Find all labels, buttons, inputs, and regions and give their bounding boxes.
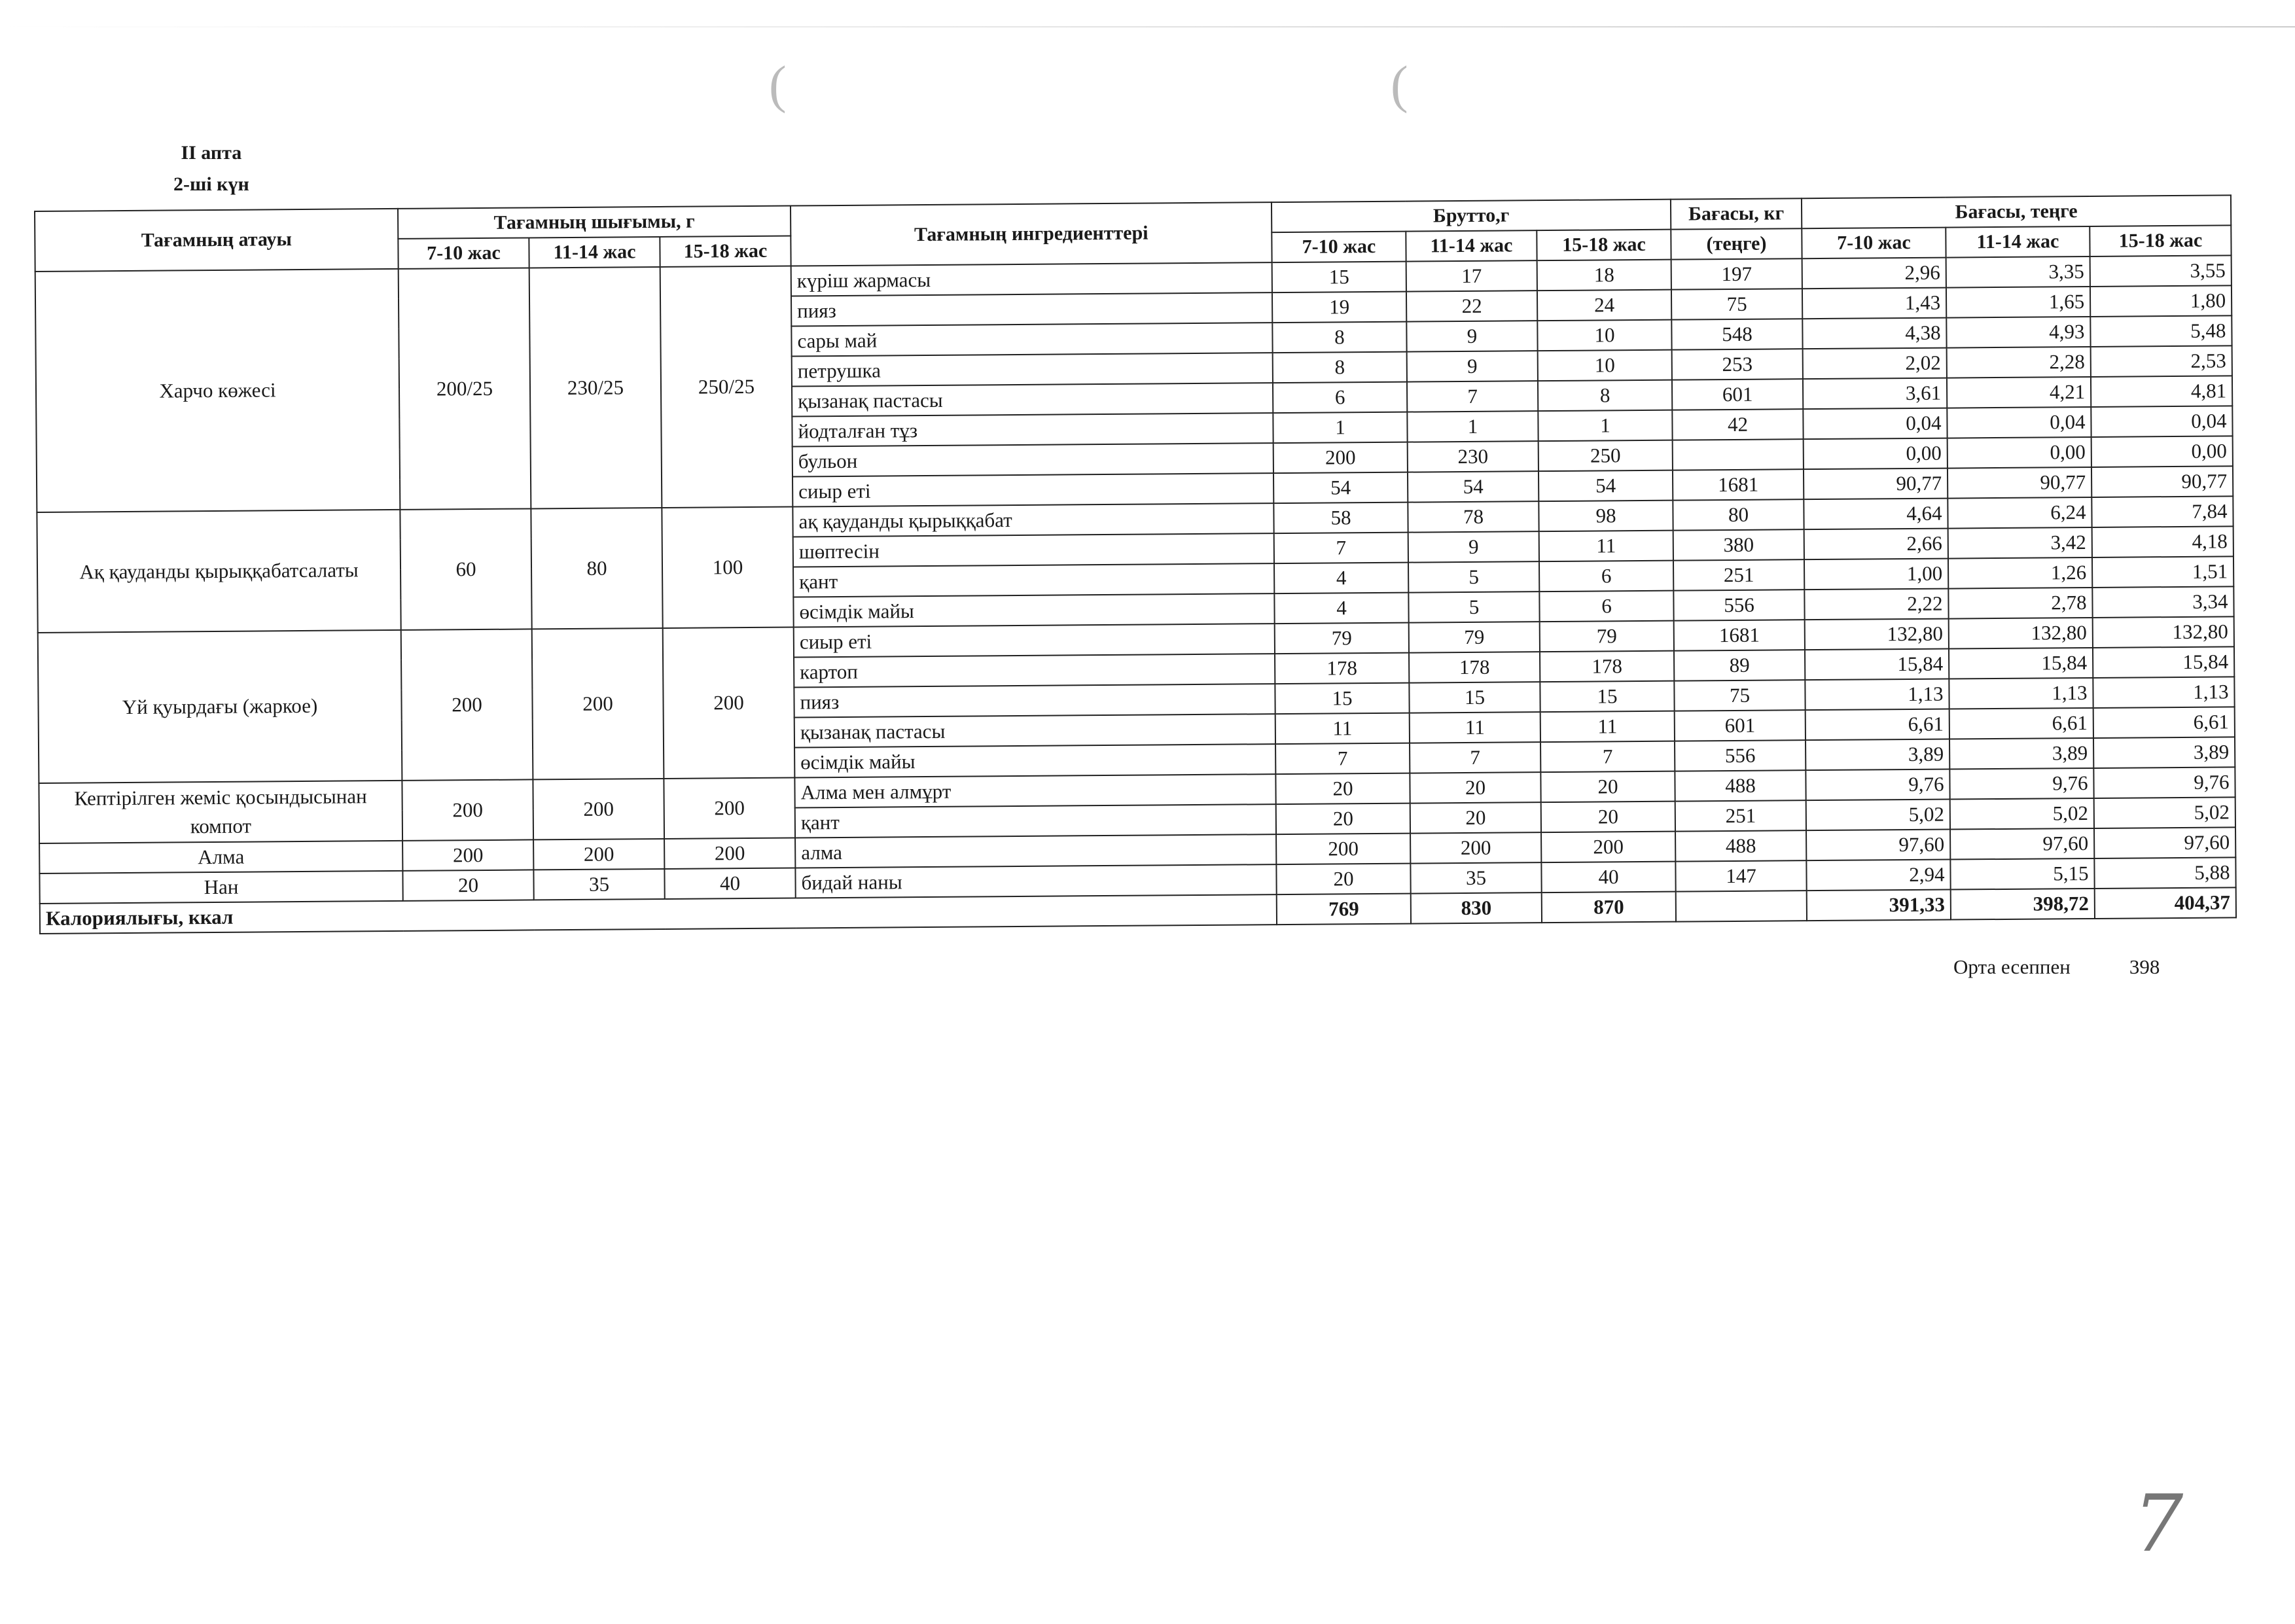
- ingredient-brutto: 7: [1275, 743, 1410, 775]
- ingredient-price-per-kg: 42: [1672, 409, 1803, 440]
- ingredient-price-per-kg: 556: [1675, 740, 1806, 771]
- week-label: II апта: [181, 142, 242, 164]
- ingredient-price: 2,02: [1803, 348, 1947, 380]
- output-age-7-10: 7-10 жас: [398, 238, 529, 268]
- ingredient-price: 3,89: [2093, 737, 2235, 768]
- ingredient-price-per-kg: 251: [1673, 559, 1804, 590]
- ingredient-price: 3,89: [1806, 739, 1949, 771]
- ingredient-price: 4,64: [1804, 499, 1948, 530]
- ingredient-name: өсімдік майы: [794, 744, 1275, 777]
- ingredient-brutto: 35: [1410, 862, 1541, 893]
- ingredient-price: 1,65: [1946, 287, 2090, 318]
- ingredient-brutto: 9: [1406, 321, 1537, 351]
- total-price: 404,37: [2095, 887, 2236, 919]
- punch-hole-mark-right: (: [1391, 56, 1408, 114]
- ingredient-brutto: 6: [1539, 561, 1673, 592]
- ingredient-name: сиыр еті: [792, 473, 1273, 506]
- ingredient-price-per-kg: 488: [1675, 830, 1806, 861]
- ingredient-price: 2,66: [1804, 529, 1948, 560]
- ingredient-price: 15,84: [1949, 648, 2093, 679]
- ingredient-brutto: 54: [1539, 470, 1673, 502]
- dish-output: 200: [663, 627, 795, 779]
- ingredient-price: 1,00: [1804, 559, 1948, 590]
- col-brutto: Брутто,г: [1272, 200, 1671, 232]
- dish-output: 200: [402, 839, 533, 870]
- ingredient-price-per-kg: 75: [1674, 680, 1805, 711]
- ingredient-brutto: 9: [1408, 531, 1539, 562]
- dish-output: 35: [533, 869, 664, 900]
- ingredient-price: 1,13: [1949, 678, 2093, 709]
- ingredient-price-per-kg: 197: [1671, 258, 1802, 289]
- price-age-11-14: 11-14 жас: [1946, 226, 2090, 258]
- ingredient-price-per-kg: 80: [1673, 499, 1804, 530]
- ingredient-brutto: 6: [1273, 382, 1407, 414]
- ingredient-price: 5,02: [1950, 798, 2094, 830]
- dish-name: Нан: [39, 871, 402, 904]
- ingredient-name: пияз: [794, 684, 1275, 717]
- ingredient-brutto: 11: [1539, 531, 1673, 562]
- ingredient-brutto: 17: [1406, 260, 1537, 291]
- ingredient-price: 5,02: [1806, 800, 1950, 831]
- ingredient-brutto: 79: [1540, 621, 1674, 652]
- ingredient-price-per-kg: 1681: [1674, 620, 1805, 650]
- ingredient-brutto: 24: [1537, 290, 1671, 321]
- dish-name: Үй қуырдағы (жаркое): [38, 630, 402, 783]
- ingredient-brutto: 40: [1541, 862, 1675, 893]
- ingredient-brutto: 15: [1275, 683, 1409, 715]
- average-label: Орта есеппен: [1953, 955, 2071, 978]
- ingredient-brutto: 178: [1275, 653, 1409, 684]
- average-value: 398: [2129, 955, 2160, 978]
- dish-output: 200: [533, 779, 664, 839]
- total-brutto: 769: [1277, 894, 1411, 925]
- ingredient-price: 9,76: [2093, 767, 2235, 798]
- ingredient-price: 5,48: [2090, 315, 2232, 347]
- ingredient-price: 2,28: [1947, 347, 2091, 378]
- ingredient-name: бульон: [792, 443, 1273, 476]
- col-ingredients: Тағамның ингредиенттері: [791, 202, 1272, 266]
- ingredient-price: 0,04: [1803, 408, 1947, 440]
- ingredient-price: 6,24: [1948, 497, 2091, 529]
- dish-output: 40: [664, 868, 795, 898]
- ingredient-price: 4,38: [1802, 318, 1946, 349]
- ingredient-price-per-kg: 75: [1671, 289, 1802, 319]
- ingredient-price: 132,80: [1949, 618, 2093, 649]
- ingredient-brutto: 7: [1540, 741, 1675, 773]
- ingredient-brutto: 178: [1409, 652, 1540, 682]
- output-age-11-14: 11-14 жас: [529, 237, 660, 268]
- day-label: 2-ші күн: [173, 173, 249, 195]
- ingredient-price: 3,34: [2092, 586, 2233, 618]
- ingredient-price-per-kg: [1673, 439, 1804, 470]
- ingredient-price-per-kg: 89: [1674, 650, 1805, 680]
- ingredient-price: 1,13: [2093, 677, 2234, 708]
- ingredient-price: 90,77: [1804, 468, 1948, 500]
- ingredient-brutto: 9: [1407, 351, 1538, 381]
- punch-hole-mark-left: (: [769, 56, 787, 114]
- ingredient-price-per-kg: 1681: [1673, 469, 1804, 500]
- ingredient-brutto: 230: [1408, 441, 1539, 472]
- ingredient-price: 9,76: [1949, 768, 2093, 800]
- ingredient-brutto: 98: [1539, 501, 1673, 532]
- price-age-15-18: 15-18 жас: [2090, 225, 2231, 256]
- dish-output: 100: [662, 507, 793, 628]
- ingredient-brutto: 20: [1541, 802, 1675, 833]
- ingredient-price: 5,02: [2094, 797, 2235, 828]
- ingredient-brutto: 6: [1539, 591, 1673, 622]
- ingredient-name: қант: [795, 804, 1276, 838]
- ingredient-price: 1,80: [2090, 285, 2232, 317]
- ingredient-brutto: 5: [1408, 591, 1539, 622]
- ingredient-brutto: 1: [1538, 410, 1672, 442]
- ingredient-price-per-kg: 251: [1675, 800, 1806, 831]
- ingredient-price-per-kg: 556: [1673, 590, 1804, 620]
- dish-output: 230/25: [529, 267, 662, 508]
- ingredient-price: 0,00: [1804, 438, 1948, 470]
- col-price-per-kg: Бағасы, кг: [1671, 198, 1802, 229]
- ingredient-name: сиыр еті: [794, 624, 1275, 657]
- ingredient-name: пияз: [791, 292, 1272, 326]
- handwritten-page-number: 7: [2133, 1479, 2184, 1570]
- ingredient-brutto: 20: [1410, 772, 1540, 803]
- col-dish-name: Тағамның атауы: [35, 209, 399, 272]
- ingredient-price: 1,51: [2092, 556, 2233, 588]
- ingredient-price: 2,22: [1804, 589, 1948, 620]
- dish-name: Ақ қауданды қырыққабатсалаты: [37, 510, 400, 633]
- ingredient-price: 97,60: [1950, 828, 2094, 860]
- ingredient-brutto: 10: [1538, 350, 1672, 381]
- ingredient-price: 0,04: [1947, 407, 2091, 438]
- dish-name: Алма: [39, 841, 402, 874]
- ingredient-price: 132,80: [2093, 616, 2234, 648]
- dish-output: 250/25: [660, 266, 793, 508]
- ingredient-brutto: 11: [1275, 713, 1410, 745]
- ingredient-price: 1,43: [1802, 288, 1946, 319]
- ingredient-price: 2,96: [1802, 258, 1946, 289]
- ingredient-brutto: 54: [1273, 472, 1408, 504]
- ingredient-name: шөптесін: [793, 533, 1274, 567]
- ingredient-brutto: 200: [1276, 834, 1410, 865]
- ingredient-brutto: 200: [1410, 832, 1541, 863]
- ingredient-brutto: 11: [1410, 712, 1540, 743]
- total-price: 398,72: [1951, 889, 2095, 920]
- ingredient-brutto: 79: [1275, 623, 1409, 654]
- ingredient-price-per-kg: 147: [1675, 860, 1806, 891]
- ingredient-price: 6,61: [1949, 708, 2093, 739]
- price-per-kg-unit: (теңге): [1671, 228, 1802, 259]
- ingredient-price: 3,61: [1803, 378, 1947, 410]
- ingredient-price: 132,80: [1805, 619, 1949, 650]
- ingredient-brutto: 200: [1541, 832, 1675, 863]
- ingredient-price: 4,21: [1947, 377, 2091, 408]
- ingredient-price: 1,26: [1948, 557, 2092, 589]
- total-empty-cell: [1676, 891, 1807, 921]
- ingredient-name: күріш жармасы: [791, 262, 1272, 296]
- dish-name: Кептірілген жеміс қосындысынан компот: [39, 781, 402, 843]
- ingredient-price: 0,04: [2091, 406, 2232, 437]
- ingredient-name: картоп: [794, 654, 1275, 687]
- total-brutto: 870: [1542, 892, 1676, 923]
- dish-output: 200: [533, 839, 664, 870]
- page-header: [173, 137, 249, 200]
- ingredient-brutto: 20: [1410, 802, 1541, 833]
- col-price: Бағасы, теңге: [1802, 195, 2231, 228]
- ingredient-price: 97,60: [2094, 827, 2235, 858]
- ingredient-price-per-kg: 380: [1673, 529, 1804, 560]
- ingredient-price: 3,89: [1949, 738, 2093, 769]
- ingredient-price: 5,88: [2094, 857, 2235, 889]
- ingredient-brutto: 18: [1537, 260, 1671, 291]
- table-body: [35, 255, 2236, 934]
- col-output: Тағамның шығымы, г: [398, 206, 791, 239]
- total-price: 391,33: [1807, 890, 1951, 921]
- ingredient-price: 6,61: [1806, 709, 1949, 741]
- total-brutto: 830: [1411, 892, 1542, 923]
- dish-output: 200: [532, 628, 664, 779]
- average-line: [1953, 955, 2160, 979]
- ingredient-name: қызанақ пастасы: [792, 383, 1273, 416]
- ingredient-brutto: 20: [1276, 803, 1410, 835]
- ingredient-price: 15,84: [2093, 646, 2234, 678]
- ingredient-brutto: 178: [1540, 651, 1674, 682]
- dish-output: 200: [664, 838, 795, 869]
- ingredient-brutto: 7: [1410, 742, 1540, 773]
- dish-output: 60: [400, 508, 531, 629]
- ingredient-brutto: 54: [1408, 471, 1539, 502]
- ingredient-name: қызанақ пастасы: [794, 714, 1275, 747]
- ingredient-price: 5,15: [1950, 858, 2094, 890]
- ingredient-name: йодталған тұз: [792, 413, 1273, 446]
- ingredient-name: сары май: [791, 323, 1272, 356]
- ingredient-price: 2,53: [2091, 345, 2232, 377]
- ingredient-name: алма: [795, 834, 1276, 868]
- dish-output: 20: [402, 870, 533, 900]
- menu-cost-table: [34, 194, 2237, 934]
- ingredient-price: 3,55: [2090, 255, 2232, 287]
- ingredient-brutto: 1: [1407, 411, 1538, 442]
- ingredient-price: 7,84: [2091, 496, 2233, 527]
- dish-output: 200: [402, 779, 533, 840]
- ingredient-brutto: 200: [1273, 442, 1408, 474]
- ingredient-price: 90,77: [2091, 466, 2233, 497]
- ingredient-price: 0,00: [1948, 437, 2091, 468]
- ingredient-price: 0,00: [2091, 436, 2233, 467]
- ingredient-price: 6,61: [2093, 707, 2235, 738]
- ingredient-price-per-kg: 548: [1671, 319, 1802, 349]
- ingredient-name: бидай наны: [795, 864, 1276, 898]
- ingredient-price: 4,18: [2092, 526, 2233, 557]
- ingredient-price: 4,81: [2091, 376, 2232, 407]
- ingredient-brutto: 8: [1272, 322, 1406, 353]
- ingredient-brutto: 78: [1408, 501, 1539, 532]
- brutto-age-11-14: 11-14 жас: [1406, 230, 1537, 261]
- output-age-15-18: 15-18 жас: [660, 236, 791, 267]
- ingredient-price: 2,94: [1806, 860, 1950, 891]
- ingredient-price-per-kg: 488: [1675, 770, 1806, 801]
- ingredient-brutto: 7: [1407, 381, 1538, 412]
- ingredient-brutto: 79: [1409, 622, 1540, 652]
- ingredient-price: 15,84: [1805, 649, 1949, 680]
- ingredient-price: 90,77: [1948, 467, 2091, 499]
- ingredient-brutto: 8: [1538, 380, 1672, 412]
- brutto-age-15-18: 15-18 жас: [1537, 230, 1671, 261]
- calories-label: Калориялығы, ккал: [40, 894, 1277, 934]
- dish-output: 200/25: [399, 268, 531, 509]
- brutto-age-7-10: 7-10 жас: [1272, 232, 1406, 263]
- ingredient-brutto: 7: [1274, 533, 1408, 564]
- price-age-7-10: 7-10 жас: [1802, 228, 1946, 259]
- ingredient-brutto: 20: [1275, 773, 1410, 805]
- ingredient-brutto: 4: [1274, 593, 1408, 624]
- ingredient-price-per-kg: 601: [1672, 379, 1803, 410]
- ingredient-price-per-kg: 601: [1675, 710, 1806, 741]
- ingredient-price: 2,78: [1948, 588, 2092, 619]
- ingredient-brutto: 4: [1274, 563, 1408, 594]
- ingredient-price: 97,60: [1806, 830, 1950, 861]
- ingredient-brutto: 11: [1540, 711, 1675, 743]
- ingredient-name: Алма мен алмұрт: [794, 774, 1275, 807]
- ingredient-name: ақ қауданды қырыққабат: [792, 503, 1273, 537]
- ingredient-brutto: 20: [1540, 771, 1675, 803]
- ingredient-name: қант: [793, 563, 1274, 597]
- scan-edge-line: [0, 26, 2295, 27]
- ingredient-price: 9,76: [1806, 769, 1949, 801]
- dish-name: Харчо көжесі: [35, 269, 400, 512]
- ingredient-price: 1,13: [1805, 679, 1949, 711]
- dish-output: 200: [401, 629, 533, 780]
- ingredient-brutto: 15: [1272, 262, 1406, 293]
- ingredient-brutto: 250: [1539, 440, 1673, 472]
- ingredient-price: 3,42: [1948, 527, 2092, 559]
- ingredient-brutto: 15: [1540, 681, 1674, 713]
- ingredient-brutto: 8: [1273, 352, 1407, 383]
- dish-output: 80: [531, 508, 662, 629]
- ingredient-price: 3,35: [1946, 256, 2090, 288]
- ingredient-brutto: 10: [1537, 320, 1671, 351]
- ingredient-brutto: 5: [1408, 561, 1539, 592]
- ingredient-brutto: 15: [1409, 682, 1540, 713]
- ingredient-brutto: 1: [1273, 412, 1407, 444]
- ingredient-brutto: 22: [1406, 291, 1537, 321]
- ingredient-brutto: 20: [1276, 864, 1410, 895]
- ingredient-name: өсімдік майы: [793, 593, 1274, 627]
- ingredient-price: 4,93: [1946, 317, 2090, 348]
- ingredient-brutto: 19: [1272, 292, 1406, 323]
- ingredient-brutto: 58: [1273, 503, 1408, 534]
- dish-output: 200: [664, 778, 795, 839]
- ingredient-name: петрушка: [792, 353, 1273, 386]
- ingredient-price-per-kg: 253: [1672, 349, 1803, 380]
